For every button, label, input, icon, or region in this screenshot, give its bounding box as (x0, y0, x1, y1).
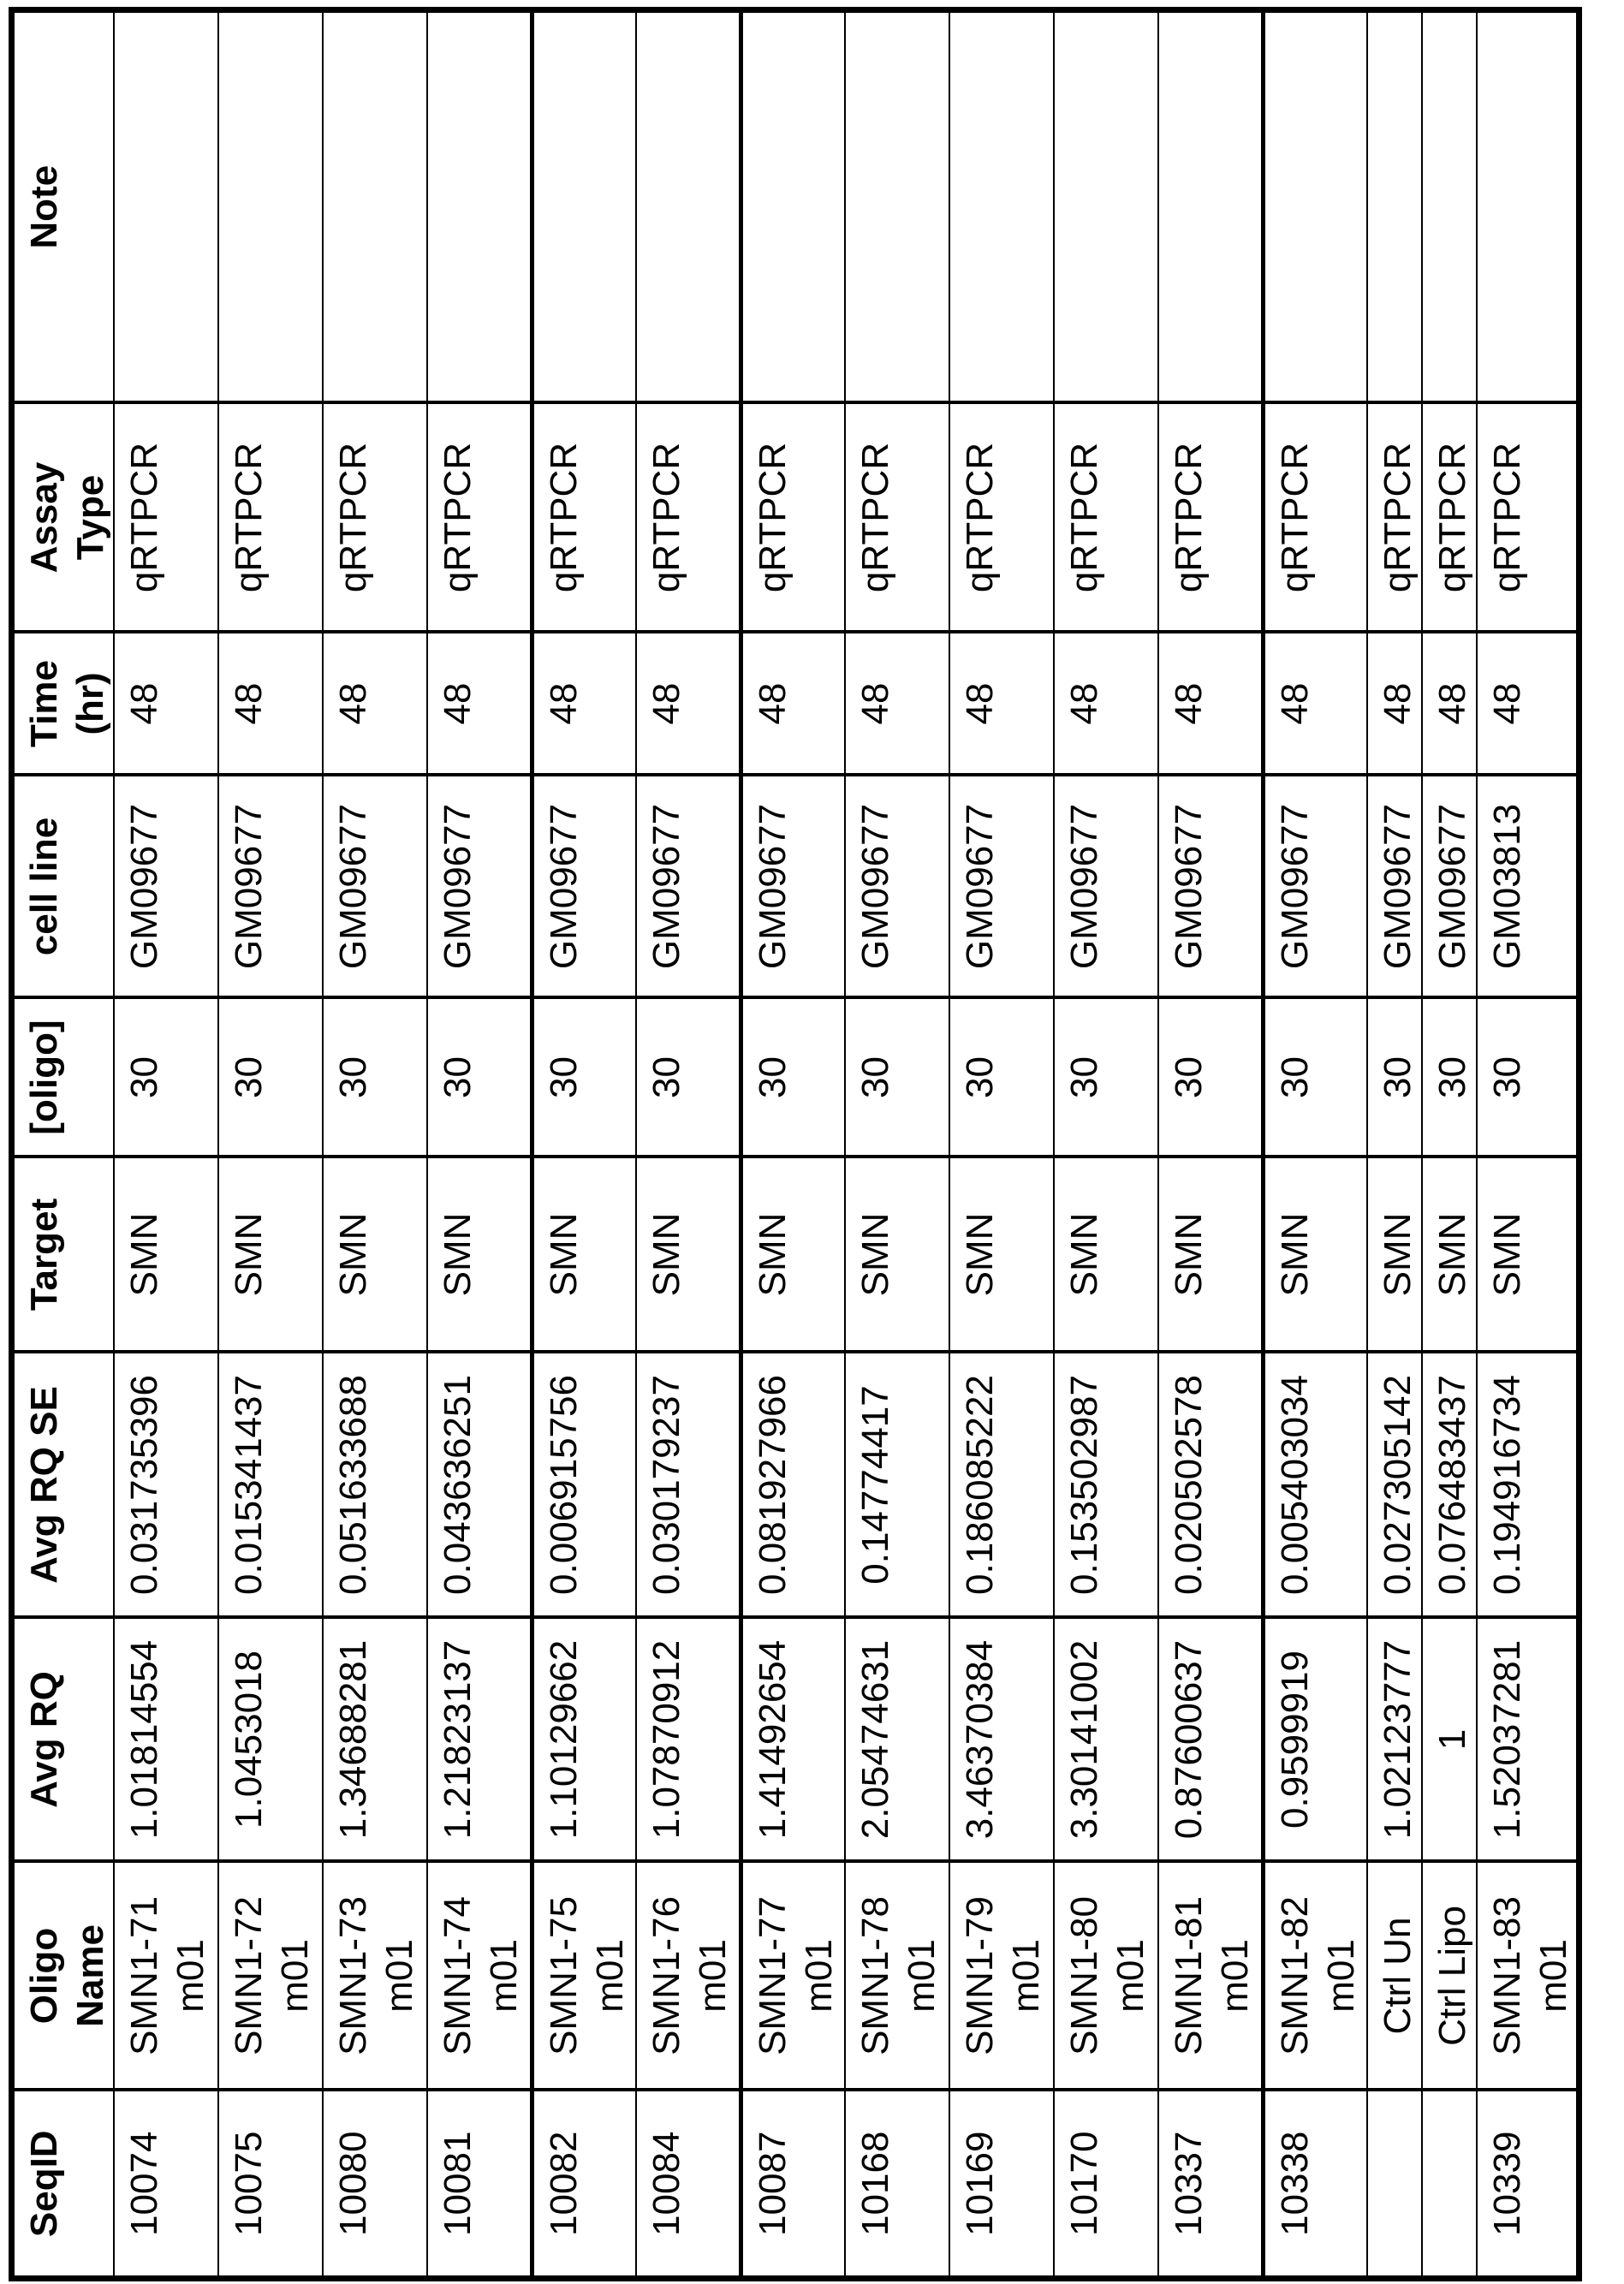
cell-oligo-conc: 30 (218, 998, 323, 1157)
cell-oligo-name: SMN1-73 m01 (323, 1862, 427, 2091)
cell-assay-type: qRTPCR (114, 403, 218, 633)
cell-oligo-conc: 30 (1477, 998, 1579, 1157)
cell-cell-line: GM09677 (1367, 776, 1422, 998)
cell-seq-id: 10084 (636, 2091, 741, 2279)
cell-cell-line: GM09677 (532, 776, 636, 998)
cell-cell-line: GM09677 (427, 776, 532, 998)
cell-seq-id (1367, 2091, 1422, 2279)
table-row (1422, 10, 1477, 2279)
cell-time-hr: 48 (1054, 633, 1158, 776)
cell-target: SMN (845, 1157, 949, 1353)
table-body (114, 10, 1579, 2279)
cell-oligo-name: SMN1-72 m01 (218, 1862, 323, 2091)
cell-time-hr: 48 (532, 633, 636, 776)
table-row (427, 10, 532, 2279)
header-cell-assay-type: Assay Type (12, 403, 115, 633)
cell-assay-type: qRTPCR (218, 403, 323, 633)
header-cell-cell-line: cell line (12, 776, 115, 998)
cell-cell-line: GM03813 (1477, 776, 1579, 998)
cell-time-hr: 48 (741, 633, 845, 776)
table-row (636, 10, 741, 2279)
cell-seq-id: 10082 (532, 2091, 636, 2279)
cell-assay-type: qRTPCR (845, 403, 949, 633)
cell-time-hr: 48 (636, 633, 741, 776)
cell-oligo-conc: 30 (1054, 998, 1158, 1157)
cell-target: SMN (114, 1157, 218, 1353)
cell-avg-rq: 1.21823137 (427, 1618, 532, 1862)
cell-time-hr: 48 (218, 633, 323, 776)
header-cell-avg-rq-se: Avg RQ SE (12, 1353, 115, 1618)
cell-avg-rq-se: 0.043636251 (427, 1353, 532, 1618)
cell-oligo-conc: 30 (949, 998, 1054, 1157)
cell-seq-id: 10080 (323, 2091, 427, 2279)
cell-time-hr: 48 (323, 633, 427, 776)
cell-note (949, 10, 1054, 403)
cell-avg-rq: 1.01814554 (114, 1618, 218, 1862)
cell-oligo-conc: 30 (1367, 998, 1422, 1157)
cell-oligo-name: SMN1-79 m01 (949, 1862, 1054, 2091)
cell-oligo-conc: 30 (532, 998, 636, 1157)
table-row (949, 10, 1054, 2279)
cell-assay-type: qRTPCR (741, 403, 845, 633)
cell-note (1477, 10, 1579, 403)
cell-assay-type: qRTPCR (532, 403, 636, 633)
cell-avg-rq-se: 0.030179237 (636, 1353, 741, 1618)
table-row (218, 10, 323, 2279)
cell-note (427, 10, 532, 403)
cell-seq-id (1422, 2091, 1477, 2279)
cell-target: SMN (636, 1157, 741, 1353)
cell-oligo-name: Ctrl Lipo (1422, 1862, 1477, 2091)
cell-avg-rq: 1.34688281 (323, 1618, 427, 1862)
cell-avg-rq: 2.05474631 (845, 1618, 949, 1862)
table-row (845, 10, 949, 2279)
cell-oligo-name: SMN1-71 m01 (114, 1862, 218, 2091)
header-cell-avg-rq: Avg RQ (12, 1618, 115, 1862)
cell-target: SMN (1263, 1157, 1367, 1353)
cell-seq-id: 10074 (114, 2091, 218, 2279)
cell-oligo-name: SMN1-74 m01 (427, 1862, 532, 2091)
cell-avg-rq-se: 0.14774417 (845, 1353, 949, 1618)
cell-cell-line: GM09677 (741, 776, 845, 998)
table-row (323, 10, 427, 2279)
cell-cell-line: GM09677 (845, 776, 949, 998)
cell-oligo-name: SMN1-82 m01 (1263, 1862, 1367, 2091)
header-cell-seqid: SeqID (12, 2091, 115, 2279)
cell-cell-line: GM09677 (218, 776, 323, 998)
cell-cell-line: GM09677 (1054, 776, 1158, 998)
cell-avg-rq: 1 (1422, 1618, 1477, 1862)
cell-target: SMN (1422, 1157, 1477, 1353)
cell-time-hr: 48 (1158, 633, 1263, 776)
table-row (532, 10, 636, 2279)
cell-assay-type: qRTPCR (1158, 403, 1263, 633)
cell-avg-rq-se: 0.015341437 (218, 1353, 323, 1618)
cell-note (1367, 10, 1422, 403)
cell-note (323, 10, 427, 403)
cell-seq-id: 10087 (741, 2091, 845, 2279)
cell-cell-line: GM09677 (1422, 776, 1477, 998)
cell-oligo-name: SMN1-76 m01 (636, 1862, 741, 2091)
cell-assay-type: qRTPCR (1477, 403, 1579, 633)
header-cell-oligo-conc: [oligo] (12, 998, 115, 1157)
cell-avg-rq: 1.52037281 (1477, 1618, 1579, 1862)
cell-cell-line: GM09677 (949, 776, 1054, 998)
cell-target: SMN (323, 1157, 427, 1353)
cell-oligo-name: SMN1-80 m01 (1054, 1862, 1158, 2091)
cell-note (845, 10, 949, 403)
cell-target: SMN (218, 1157, 323, 1353)
cell-oligo-name: SMN1-78 m01 (845, 1862, 949, 2091)
cell-time-hr: 48 (427, 633, 532, 776)
cell-avg-rq: 1.0453018 (218, 1618, 323, 1862)
table-row (1477, 10, 1579, 2279)
cell-seq-id: 10168 (845, 2091, 949, 2279)
cell-time-hr: 48 (1263, 633, 1367, 776)
cell-time-hr: 48 (1477, 633, 1579, 776)
header-row (12, 10, 115, 2279)
cell-cell-line: GM09677 (323, 776, 427, 998)
cell-oligo-conc: 30 (1158, 998, 1263, 1157)
cell-seq-id: 10081 (427, 2091, 532, 2279)
cell-assay-type: qRTPCR (636, 403, 741, 633)
cell-avg-rq-se: 0.153502987 (1054, 1353, 1158, 1618)
cell-target: SMN (427, 1157, 532, 1353)
cell-avg-rq-se: 0.186085222 (949, 1353, 1054, 1618)
cell-target: SMN (1054, 1157, 1158, 1353)
cell-note (1263, 10, 1367, 403)
header-cell-target: Target (12, 1157, 115, 1353)
cell-note (741, 10, 845, 403)
cell-oligo-name: SMN1-75 m01 (532, 1862, 636, 2091)
cell-oligo-conc: 30 (427, 998, 532, 1157)
cell-assay-type: qRTPCR (1263, 403, 1367, 633)
cell-oligo-conc: 30 (845, 998, 949, 1157)
cell-avg-rq-se: 0.006915756 (532, 1353, 636, 1618)
cell-note (218, 10, 323, 403)
cell-note (1054, 10, 1158, 403)
cell-time-hr: 48 (845, 633, 949, 776)
cell-note (636, 10, 741, 403)
cell-avg-rq: 1.41492654 (741, 1618, 845, 1862)
cell-avg-rq-se: 0.005403034 (1263, 1353, 1367, 1618)
cell-assay-type: qRTPCR (427, 403, 532, 633)
table-row (1054, 10, 1158, 2279)
cell-avg-rq-se: 0.081927966 (741, 1353, 845, 1618)
header-cell-oligo-name: Oligo Name (12, 1862, 115, 2091)
cell-avg-rq: 3.30141002 (1054, 1618, 1158, 1862)
table-row (1158, 10, 1263, 2279)
cell-note (1158, 10, 1263, 403)
cell-oligo-name: SMN1-77 m01 (741, 1862, 845, 2091)
cell-oligo-name: Ctrl Un (1367, 1862, 1422, 2091)
cell-cell-line: GM09677 (114, 776, 218, 998)
cell-seq-id: 10337 (1158, 2091, 1263, 2279)
assay-results-table (9, 7, 1582, 2281)
cell-avg-rq-se: 0.051633688 (323, 1353, 427, 1618)
header-cell-note: Note (12, 10, 115, 403)
cell-seq-id: 10170 (1054, 2091, 1158, 2279)
cell-oligo-conc: 30 (323, 998, 427, 1157)
cell-seq-id: 10338 (1263, 2091, 1367, 2279)
cell-avg-rq: 1.10129662 (532, 1618, 636, 1862)
cell-avg-rq-se: 0.194916734 (1477, 1353, 1579, 1618)
cell-oligo-conc: 30 (1422, 998, 1477, 1157)
cell-avg-rq: 1.07870912 (636, 1618, 741, 1862)
cell-note (1422, 10, 1477, 403)
cell-target: SMN (1477, 1157, 1579, 1353)
cell-note (114, 10, 218, 403)
table-row (114, 10, 218, 2279)
table-row (1367, 10, 1422, 2279)
cell-cell-line: GM09677 (1263, 776, 1367, 998)
cell-cell-line: GM09677 (1158, 776, 1263, 998)
cell-assay-type: qRTPCR (1367, 403, 1422, 633)
cell-target: SMN (949, 1157, 1054, 1353)
cell-assay-type: qRTPCR (1422, 403, 1477, 633)
header-cell-time-hr: Time (hr) (12, 633, 115, 776)
table-row (741, 10, 845, 2279)
cell-avg-rq: 3.46370384 (949, 1618, 1054, 1862)
cell-oligo-conc: 30 (1263, 998, 1367, 1157)
cell-avg-rq-se: 0.027305142 (1367, 1353, 1422, 1618)
cell-note (532, 10, 636, 403)
cell-avg-rq: 1.02123777 (1367, 1618, 1422, 1862)
cell-target: SMN (1158, 1157, 1263, 1353)
table-header (12, 10, 115, 2279)
cell-assay-type: qRTPCR (949, 403, 1054, 633)
cell-assay-type: qRTPCR (1054, 403, 1158, 633)
cell-time-hr: 48 (1422, 633, 1477, 776)
cell-time-hr: 48 (114, 633, 218, 776)
cell-target: SMN (532, 1157, 636, 1353)
cell-target: SMN (1367, 1157, 1422, 1353)
cell-target: SMN (741, 1157, 845, 1353)
cell-oligo-name: SMN1-81 m01 (1158, 1862, 1263, 2091)
cell-oligo-conc: 30 (741, 998, 845, 1157)
cell-assay-type: qRTPCR (323, 403, 427, 633)
table-row (1263, 10, 1367, 2279)
cell-avg-rq-se: 0.076483437 (1422, 1353, 1477, 1618)
cell-seq-id: 10169 (949, 2091, 1054, 2279)
cell-avg-rq-se: 0.031735396 (114, 1353, 218, 1618)
cell-avg-rq: 0.9599919 (1263, 1618, 1367, 1862)
cell-cell-line: GM09677 (636, 776, 741, 998)
cell-seq-id: 10339 (1477, 2091, 1579, 2279)
cell-oligo-conc: 30 (114, 998, 218, 1157)
cell-time-hr: 48 (949, 633, 1054, 776)
cell-avg-rq: 0.87600637 (1158, 1618, 1263, 1862)
cell-seq-id: 10075 (218, 2091, 323, 2279)
cell-time-hr: 48 (1367, 633, 1422, 776)
cell-oligo-conc: 30 (636, 998, 741, 1157)
cell-avg-rq-se: 0.020502578 (1158, 1353, 1263, 1618)
cell-oligo-name: SMN1-83 m01 (1477, 1862, 1579, 2091)
